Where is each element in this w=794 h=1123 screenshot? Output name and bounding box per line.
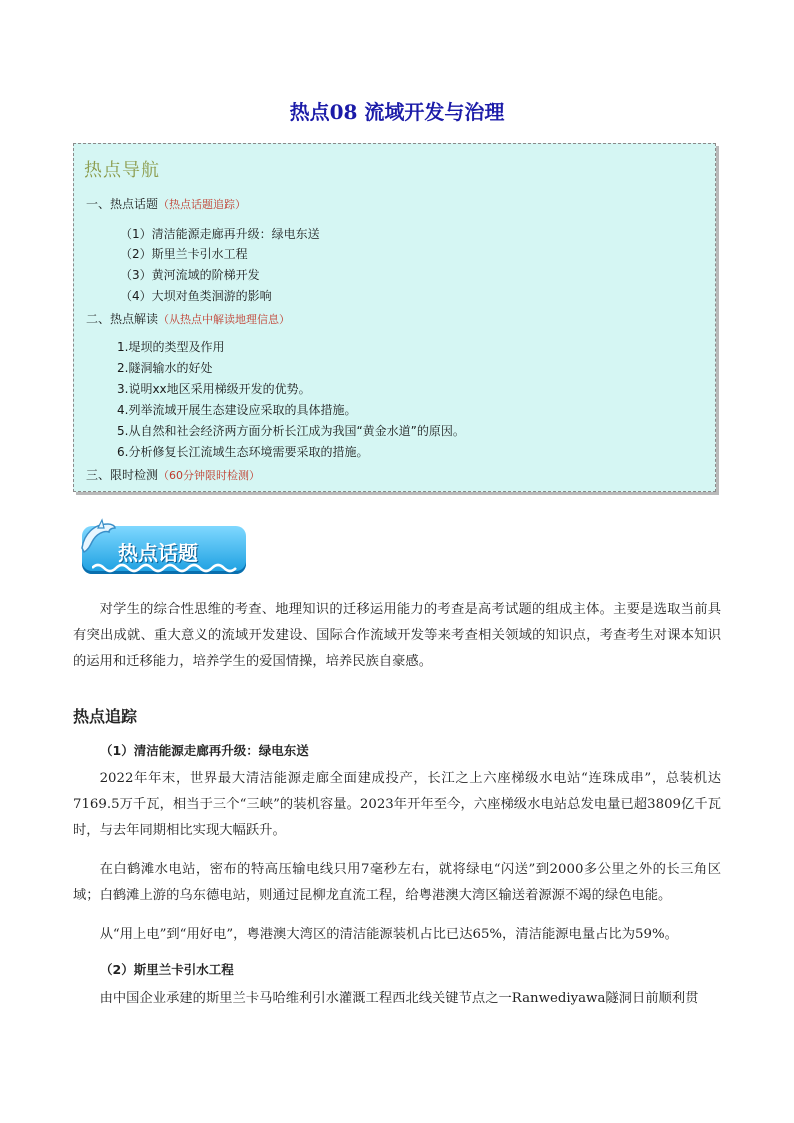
nav-topic-item: （1）清洁能源走廊再升级：绿电东送: [120, 227, 320, 241]
item-title: （1）清洁能源走廊再升级：绿电东送: [100, 743, 309, 758]
nav-section-hint: （从热点中解读地理信息）: [158, 313, 291, 326]
nav-section-label: 一、热点话题: [86, 197, 159, 211]
nav-topic-item: （3）黄河流域的阶梯开发: [120, 268, 260, 282]
badge-label: 热点话题: [118, 541, 198, 565]
body-paragraph: 在白鹤滩水电站，密布的特高压输电线只用7毫秒左右，就将绿电“闪送”到2000多公里之外的长三角区域；白鹤滩上游的乌东德电站，则通过昆柳龙直流工程，给粤港澳大湾区输送着源源不竭的绿色电能。: [73, 862, 721, 903]
intro-paragraph: 对学生的综合性思维的考查、地理知识的迁移运用能力的考查是高考试题的组成主体。主要是选取当前具有突出成就、重大意义的流域开发建设、国际合作流域开发等来考查相关领域的知识点，考查考生对课本知识的运用和迁移能力，培养学生的爱国情操，培养民族自豪感。: [73, 602, 721, 669]
nav-section-label: 三、限时检测: [86, 468, 159, 482]
hotspot-navigation-box: [73, 143, 716, 492]
nav-section-hint: （热点话题追踪）: [158, 198, 247, 211]
nav-heading: 热点导航: [84, 160, 160, 181]
nav-point-item: 1.堤坝的类型及作用: [117, 340, 225, 354]
nav-section-interpretation: [86, 311, 290, 328]
item-title: （2）斯里兰卡引水工程: [100, 962, 234, 977]
body-paragraph: 由中国企业承建的斯里兰卡马哈维利引水灌溉工程西北线关键节点之一Ranwediyawa隧洞日前顺利贯: [99, 991, 699, 1006]
hot-topic-badge: [78, 518, 250, 578]
body-paragraph: 2022年年末，世界最大清洁能源走廊全面建成投产，长江之上六座梯级水电站“连珠成串”，总装机达7169.5万千瓦，相当于三个“三峡”的装机容量。2023年开年至今，六座梯级水电站总发电量已超3809亿千瓦时，与去年同期相比实现大幅跃升。: [73, 771, 721, 838]
nav-section-topics: [86, 196, 246, 213]
body-paragraph: 从“用上电”到“用好电”，粤港澳大湾区的清洁能源装机占比已达65%，清洁能源电量占比为59%。: [99, 927, 678, 942]
page-title: 热点08 流域开发与治理: [289, 100, 505, 124]
nav-point-item: 5.从自然和社会经济两方面分析长江成为我国“黄金水道”的原因。: [117, 424, 465, 438]
nav-point-item: 4.列举流域开展生态建设应采取的具体措施。: [117, 403, 357, 417]
nav-topic-item: （2）斯里兰卡引水工程: [120, 247, 248, 261]
nav-section-hint: （60分钟限时检测）: [158, 469, 261, 482]
section-heading: 热点追踪: [73, 707, 138, 726]
nav-point-item: 2.隧洞输水的好处: [117, 361, 213, 375]
nav-point-item: 3.说明xx地区采用梯级开发的优势。: [117, 382, 311, 396]
nav-point-item: 6.分析修复长江流域生态环境需要采取的措施。: [117, 445, 369, 459]
nav-topic-item: （4）大坝对鱼类洄游的影响: [120, 289, 272, 303]
nav-section-test: [86, 467, 260, 484]
nav-section-label: 二、热点解读: [86, 312, 159, 326]
dolphin-icon: [78, 518, 118, 558]
